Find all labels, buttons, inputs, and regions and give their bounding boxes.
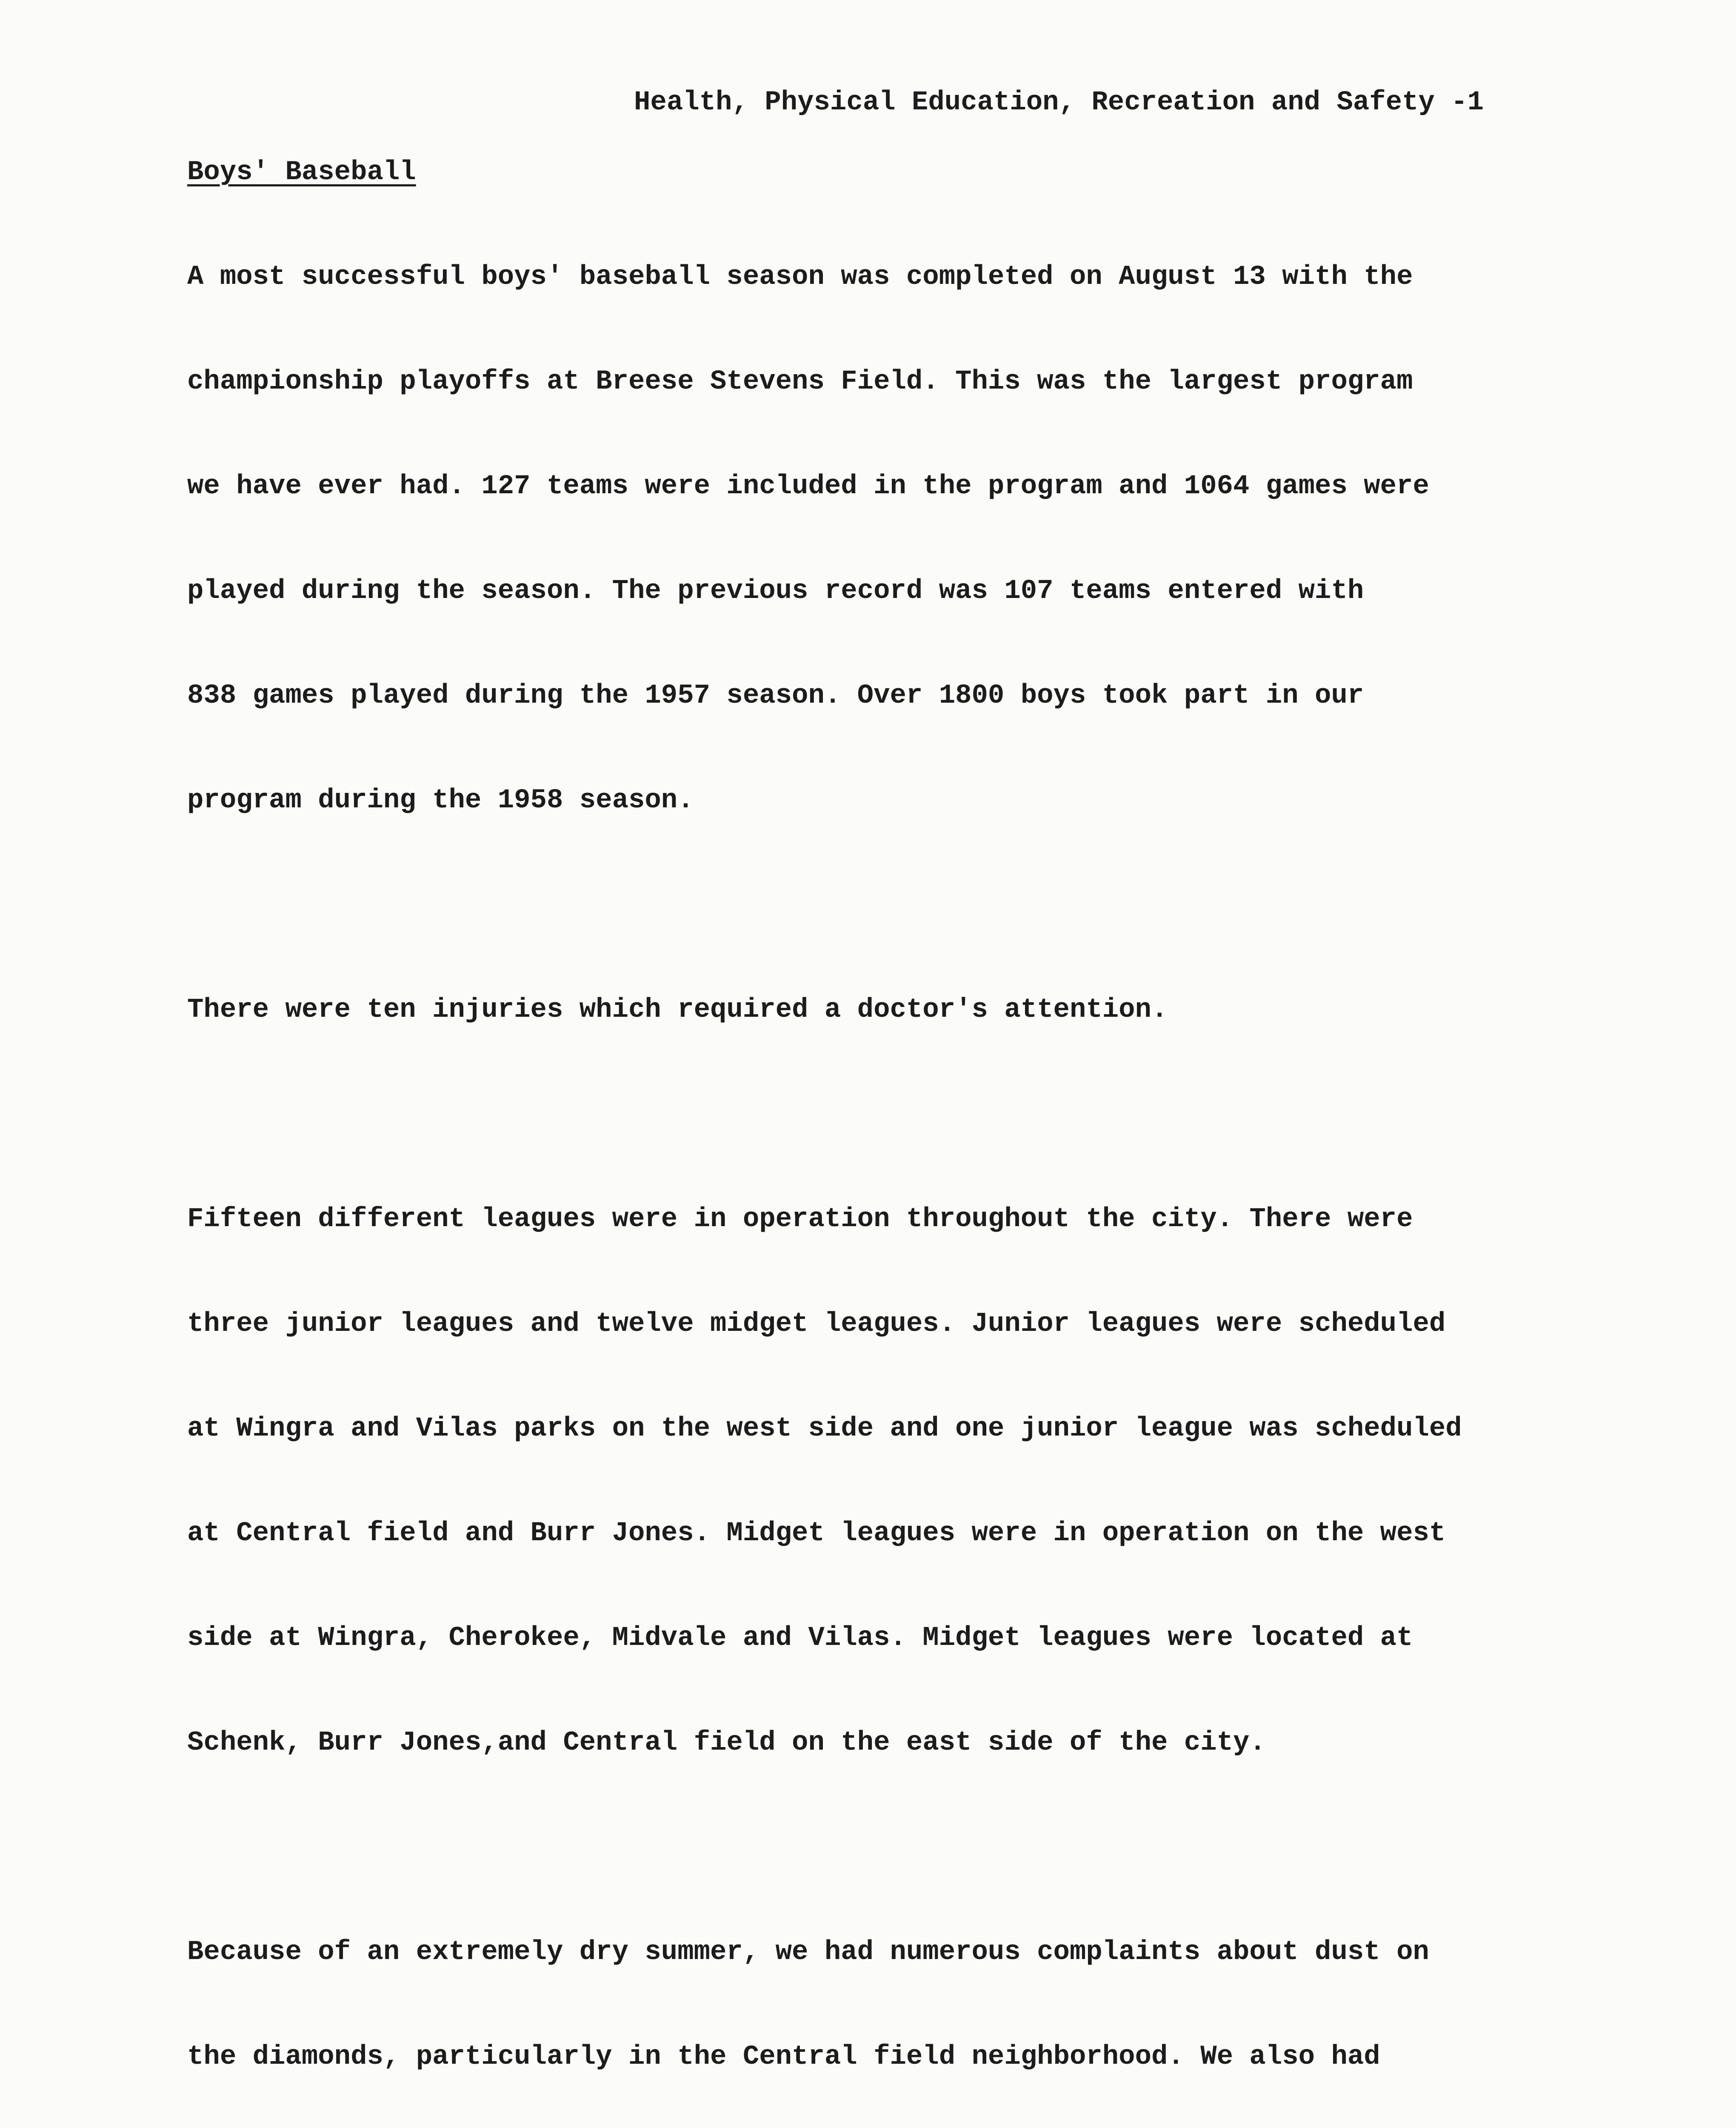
section-boys-baseball xyxy=(187,155,1549,2128)
text-line: Fifteen different leagues were in operation throughout the city. There were xyxy=(187,1204,1413,1235)
section-heading xyxy=(187,155,1549,190)
running-header: Health, Physical Education, Recreation and Safety -1 xyxy=(634,87,1484,118)
text-line: at Wingra and Vilas parks on the west side and one junior league was scheduled xyxy=(187,1413,1462,1444)
text-line: we have ever had. 127 teams were included in the program and 1064 games were xyxy=(187,471,1429,502)
text-line: 838 games played during the 1957 season. Over 1800 boys took part in our xyxy=(187,681,1364,711)
text-line: program during the 1958 season. xyxy=(187,785,694,816)
text-line: side at Wingra, Cherokee, Midvale and Vilas. Midget leagues were located at xyxy=(187,1623,1413,1653)
text-line: championship playoffs at Breese Stevens Field. This was the largest program xyxy=(187,366,1413,397)
text-line: Schenk, Burr Jones,and Central field on the east side of the city. xyxy=(187,1728,1266,1758)
paragraph xyxy=(187,190,1549,888)
paragraph xyxy=(187,1865,1549,2128)
text-line: at Central field and Burr Jones. Midget leagues were in operation on the west xyxy=(187,1518,1446,1549)
paragraph xyxy=(187,1132,1549,1830)
text-line: Because of an extremely dry summer, we had numerous complaints about dust on xyxy=(187,1937,1429,1968)
text-line: the diamonds, particularly in the Central field neighborhood. We also had xyxy=(187,2042,1380,2072)
document-body xyxy=(187,155,1549,2128)
text-line: three junior leagues and twelve midget leagues. Junior leagues were scheduled xyxy=(187,1309,1446,1339)
paragraph xyxy=(187,923,1549,1097)
text-line: played during the season. The previous record was 107 teams entered with xyxy=(187,576,1364,606)
heading-boys-baseball: Boys' Baseball xyxy=(187,157,416,188)
text-line: There were ten injuries which required a doctor's attention. xyxy=(187,995,1168,1025)
text-line: A most successful boys' baseball season was completed on August 13 with the xyxy=(187,262,1413,292)
